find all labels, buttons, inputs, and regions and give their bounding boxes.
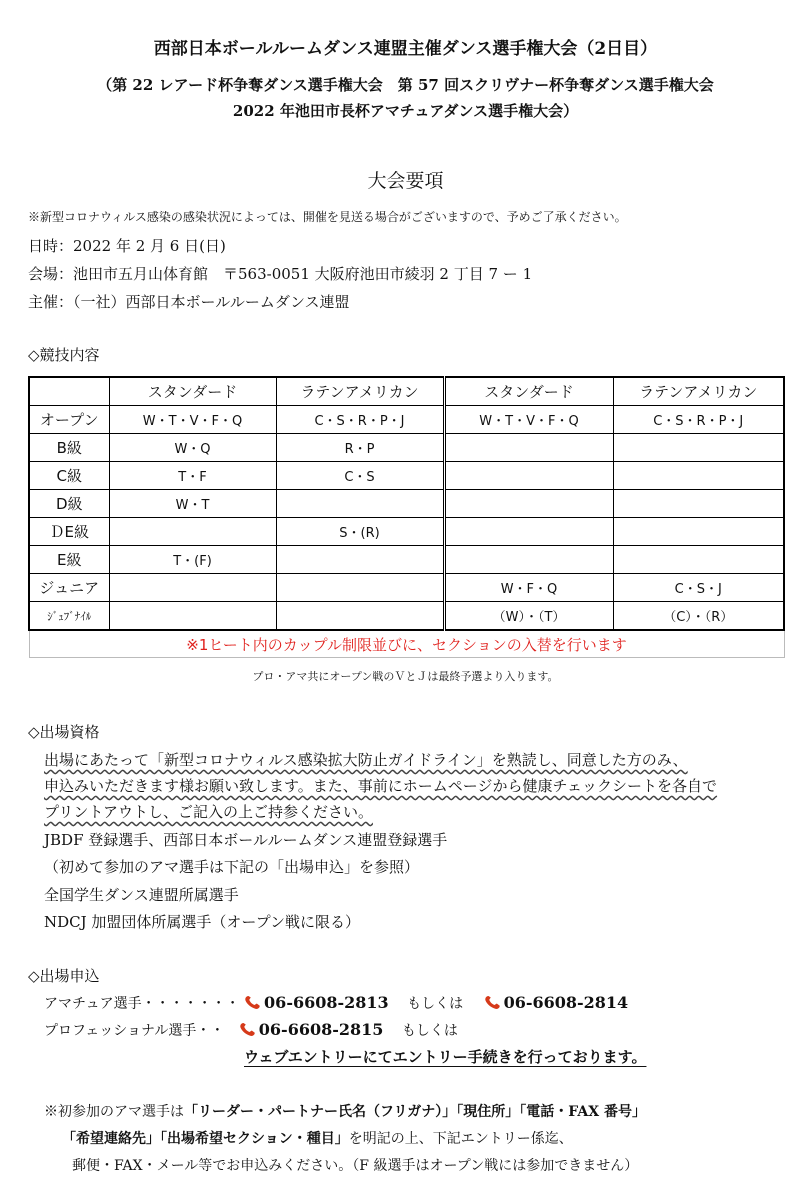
table-header-cell: ラテンアメリカン	[276, 377, 444, 406]
table-cell: R・P	[276, 434, 444, 462]
table-cell	[276, 546, 444, 574]
first-time-line-3: 郵便・FAX・メール等でお申込みください。（F 級選手はオープン戦には参加できません）	[72, 1158, 639, 1174]
first-required-fields-1: 「リーダー・パートナー氏名（フリガナ）」「現住所」「電話・FAX 番号」	[184, 1104, 647, 1120]
pro-line	[44, 1020, 458, 1040]
table-row	[29, 406, 784, 434]
table-cell	[444, 518, 613, 546]
or-text: もしくは	[407, 996, 464, 1012]
table-row-label: E級	[29, 546, 109, 574]
event-venue: 会場：池田市五月山体育館 〒563-0051 大阪府池田市綾羽 2 丁目 7 ー 1	[28, 265, 533, 283]
table-cell	[109, 574, 276, 602]
web-entry-notice: ウェブエントリーにてエントリー手続きを行っております。	[244, 1048, 647, 1066]
first-time-line-1	[44, 1101, 646, 1121]
covid-notice: ※新型コロナウィルス感染の感染状況によっては、開催を見送る場合がございますので、予めご了承ください。	[28, 210, 627, 224]
table-header-cell: ラテンアメリカン	[613, 377, 784, 406]
table-cell	[276, 574, 444, 602]
table-cell	[613, 546, 784, 574]
table-row	[29, 574, 784, 602]
competition-table	[28, 376, 785, 658]
pro-phone[interactable]: 06-6608-2815	[258, 1020, 384, 1039]
guideline-line-2: 申込みいただきます様お願い致します。また、事前にホームページから健康チェックシートを各自で	[44, 777, 718, 795]
amateur-label: アマチュア選手・・・・・・・	[44, 996, 240, 1012]
table-cell	[109, 518, 276, 546]
phone-icon	[239, 1021, 257, 1037]
table-cell: W・T	[109, 490, 276, 518]
subtitle-line-1: （第 22 レアード杯争奪ダンス選手権大会 第 57 回スクリヴナー杯争奪ダンス選手権大会	[97, 76, 714, 94]
table-cell: （W）・（T）	[444, 602, 613, 631]
event-date: 日時：2022 年 2 月 6 日(日)	[28, 237, 226, 255]
first-prefix: ※初参加のアマ選手は	[44, 1104, 184, 1120]
table-row	[29, 434, 784, 462]
guideline-line-1: 出場にあたって「新型コロナウィルス感染拡大防止ガイドライン」を熟読し、同意した方のみ、	[44, 751, 688, 769]
pro-label: プロフェッショナル選手・・	[44, 1023, 225, 1039]
section-heading: 大会要項	[367, 170, 444, 192]
table-row	[29, 490, 784, 518]
qualification-item: JBDF 登録選手、西部日本ボールルームダンス連盟登録選手	[44, 831, 448, 849]
qualification-item: NDCJ 加盟団体所属選手（オープン戦に限る）	[44, 913, 361, 931]
table-row-label: ジュニア	[29, 574, 109, 602]
or-text: もしくは	[401, 1023, 458, 1039]
table-row-label: ｼﾞｭﾌﾞﾅｲﾙ	[29, 602, 109, 631]
table-header-row	[29, 377, 784, 406]
table-row-label: オープン	[29, 406, 109, 434]
table-cell	[444, 434, 613, 462]
table-cell: C・S	[276, 462, 444, 490]
table-cell: W・T・V・F・Q	[444, 406, 613, 434]
table-cell	[444, 490, 613, 518]
table-cell	[613, 518, 784, 546]
table-cell	[276, 490, 444, 518]
amateur-phone-2[interactable]: 06-6608-2814	[503, 993, 629, 1012]
event-organizer: 主催：（一社）西部日本ボールルームダンス連盟	[28, 293, 350, 311]
table-cell: C・S・R・P・J	[613, 406, 784, 434]
table-note-row	[29, 630, 784, 658]
table-row	[29, 462, 784, 490]
first-suffix: を明記の上、下記エントリー係迄、	[348, 1131, 573, 1147]
table-cell: W・Q	[109, 434, 276, 462]
first-required-fields-2: 「希望連絡先」「出場希望セクション・種目」	[62, 1131, 349, 1147]
table-cell: W・T・V・F・Q	[109, 406, 276, 434]
table-cell	[444, 546, 613, 574]
qualification-heading: ◇出場資格	[28, 723, 100, 741]
table-row	[29, 546, 784, 574]
table-cell: W・F・Q	[444, 574, 613, 602]
table-cell	[613, 490, 784, 518]
application-heading: ◇出場申込	[28, 967, 100, 985]
table-cell: （C）・（R）	[613, 602, 784, 631]
table-row-label: D級	[29, 490, 109, 518]
subtitle-line-2: 2022 年池田市長杯アマチュアダンス選手権大会）	[232, 102, 579, 120]
table-header-cell: スタンダード	[109, 377, 276, 406]
amateur-line	[44, 993, 628, 1013]
table-cell: C・S・J	[613, 574, 784, 602]
table-row-label: C級	[29, 462, 109, 490]
phone-icon	[484, 994, 502, 1010]
phone-icon	[244, 994, 262, 1010]
table-cell	[613, 434, 784, 462]
table-row-label: ＤE級	[29, 518, 109, 546]
guideline-line-3: プリントアウトし、ご記入の上ご持参ください。	[44, 803, 373, 821]
table-cell	[109, 602, 276, 631]
page-title: 西部日本ボールルームダンス連盟主催ダンス選手権大会（2日目）	[153, 39, 658, 59]
table-cell	[613, 462, 784, 490]
table-cell: C・S・R・P・J	[276, 406, 444, 434]
competition-heading: ◇競技内容	[28, 346, 100, 364]
table-cell: T・(F)	[109, 546, 276, 574]
table-note: ※1ヒート内のカップル制限並びに、セクションの入替を行います	[29, 630, 784, 658]
table-header-cell: スタンダード	[444, 377, 613, 406]
first-time-line-2	[62, 1128, 573, 1148]
qualification-item: 全国学生ダンス連盟所属選手	[44, 886, 239, 904]
table-cell	[444, 462, 613, 490]
competition-footnote: プロ・アマ共にオープン戦のＶとＪは最終予選より入ります。	[252, 670, 559, 683]
amateur-phone-1[interactable]: 06-6608-2813	[264, 993, 389, 1012]
table-cell: T・F	[109, 462, 276, 490]
table-row	[29, 602, 784, 631]
qualification-item: （初めて参加のアマ選手は下記の「出場申込」を参照）	[44, 858, 420, 876]
table-cell	[276, 602, 444, 631]
table-row	[29, 518, 784, 546]
table-row-label: B級	[29, 434, 109, 462]
table-header-cell	[29, 377, 109, 406]
table-cell: S・(R)	[276, 518, 444, 546]
